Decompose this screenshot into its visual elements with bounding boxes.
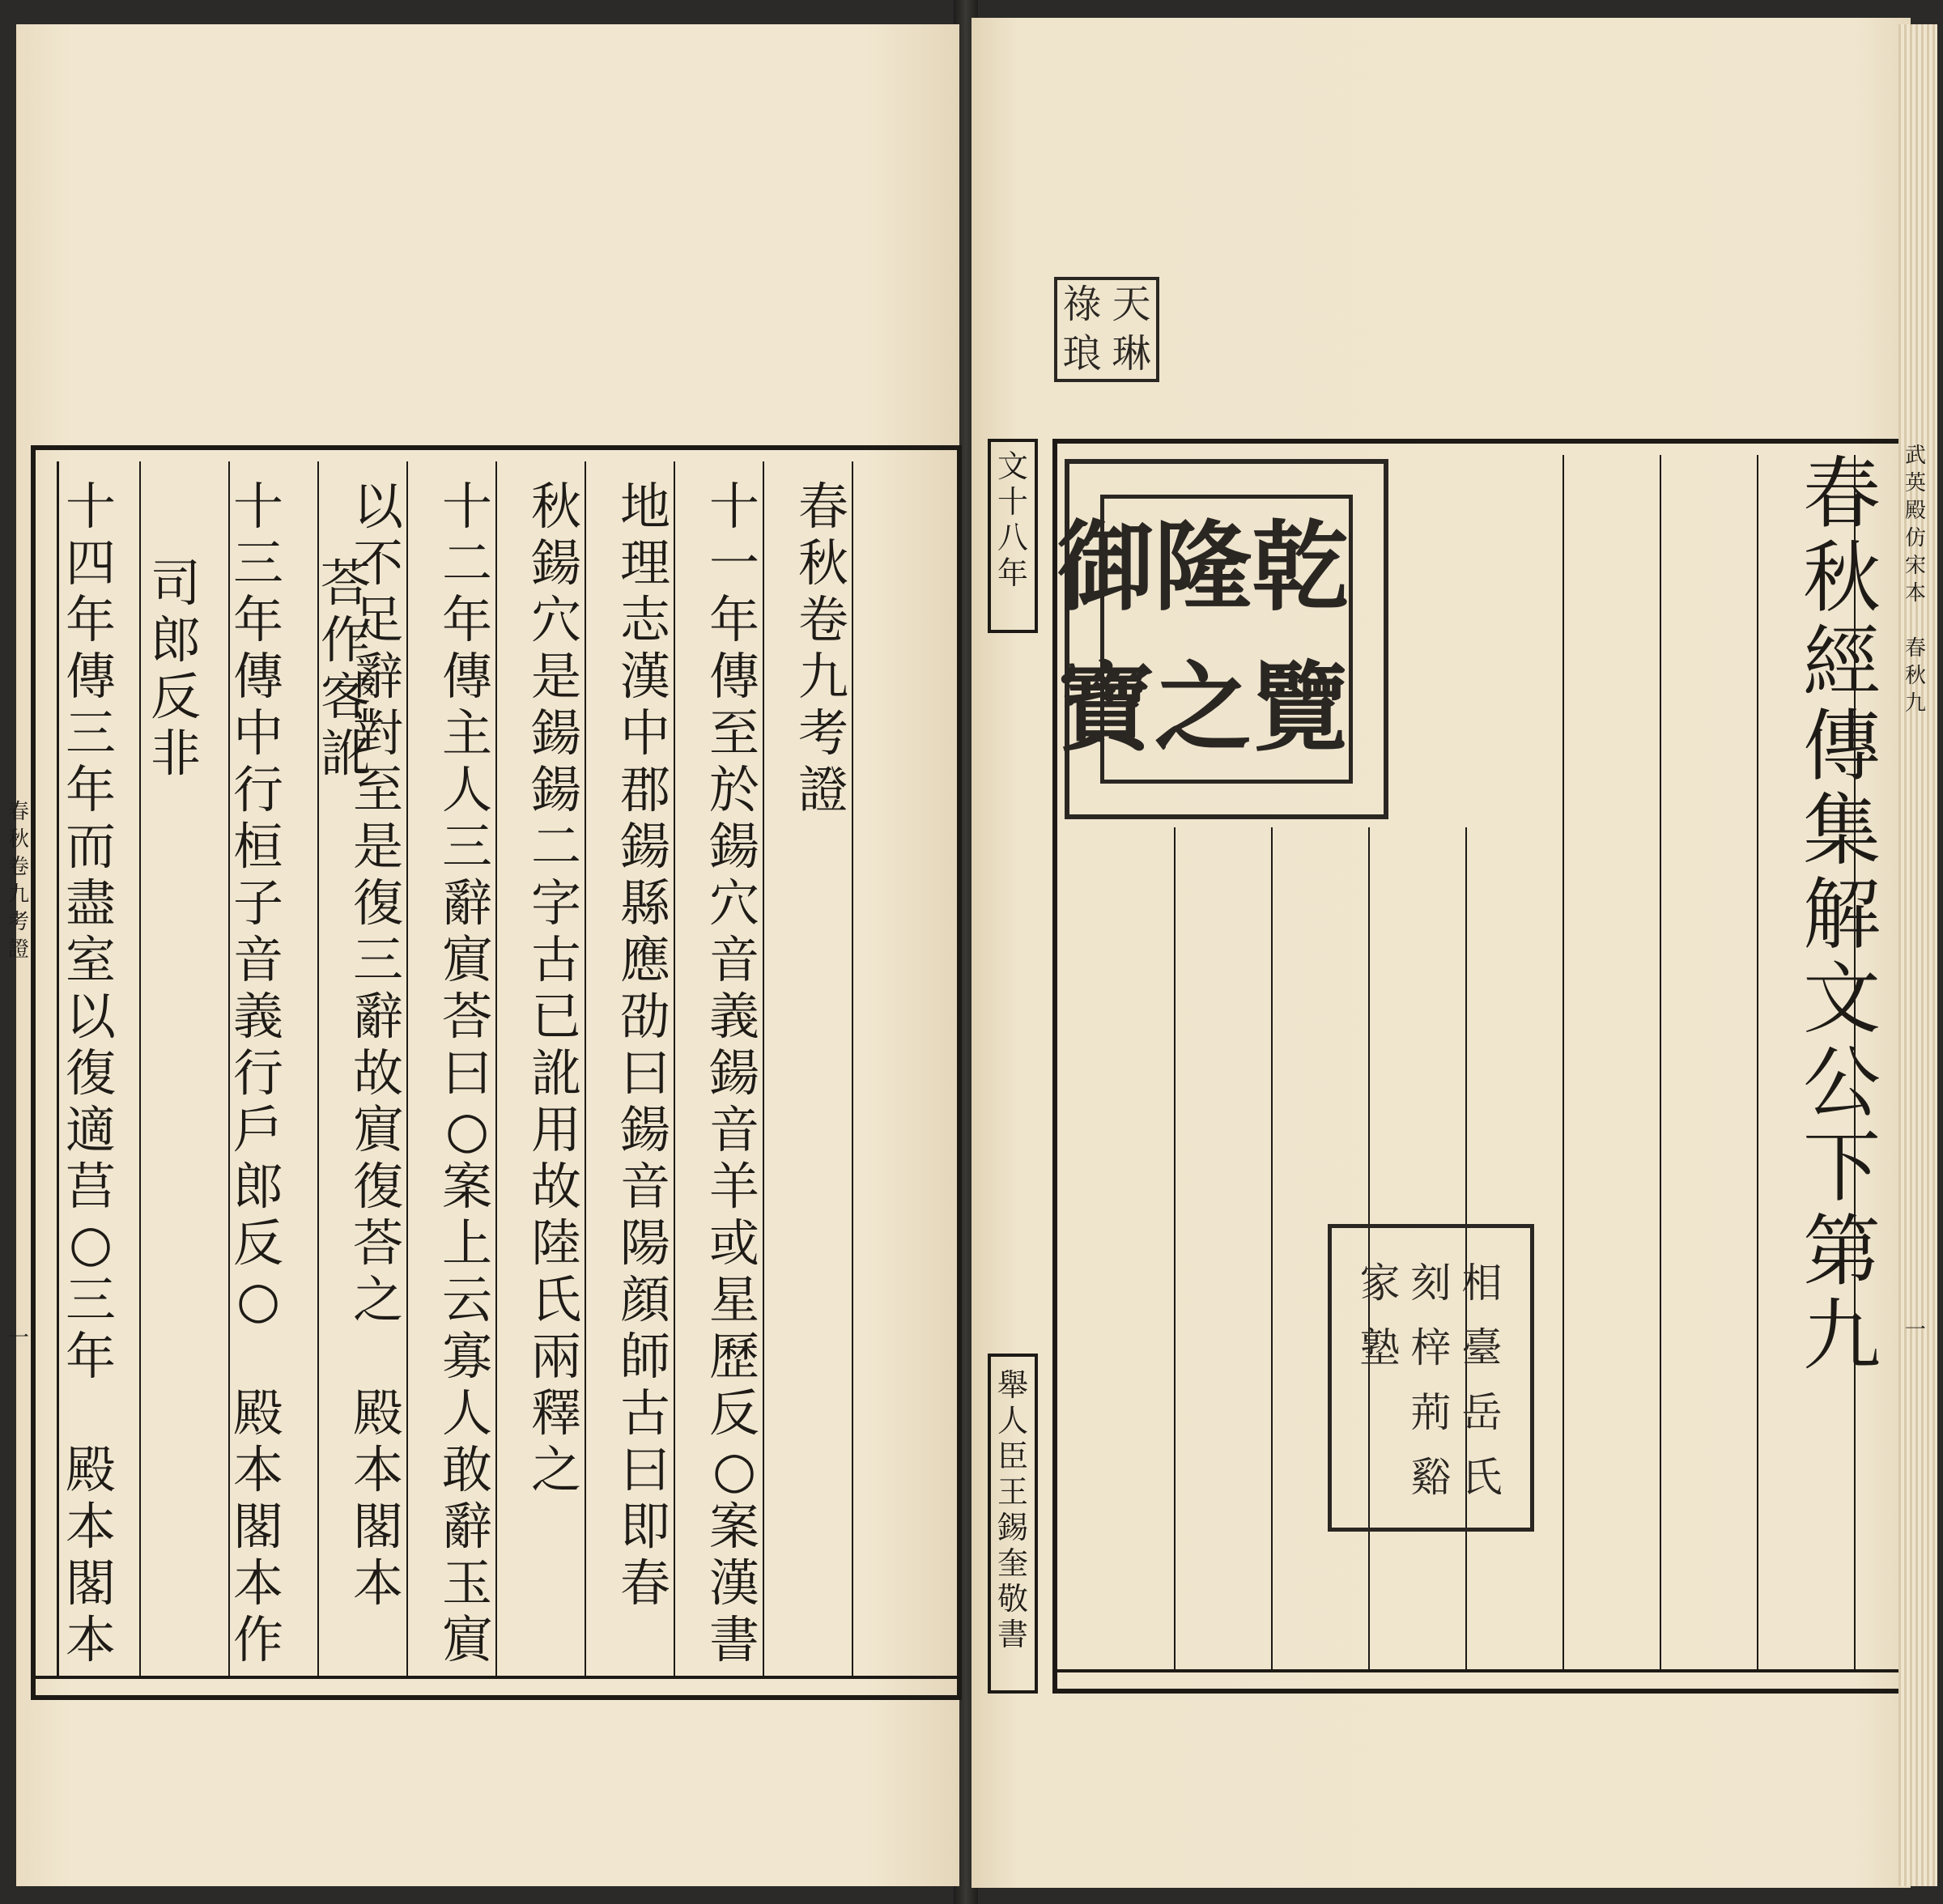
copyist-line: 舉 人 臣 王 錫 奎 敬 書 — [997, 1367, 1028, 1652]
left-text-column-1: 春 秋 卷 九 考 證 — [797, 477, 848, 819]
left-page — [7, 24, 959, 1886]
left-margin-label: 春 秋 卷 九 考 證 — [7, 800, 29, 962]
left-text-column-6: 以 不 足 辭 對 至 是 復 三 辭 故 賔 復 荅 之 殿 本 閣 本 — [352, 477, 403, 1613]
left-text-column-9: 司 郎 反 非 — [150, 554, 201, 783]
left-text-column-7: 荅 作 客 訛 — [320, 554, 371, 783]
left-text-column-4: 秋 鍚 穴 是 鍚 鍚 二 字 古 已 訛 用 故 陸 氏 兩 釋 之 — [530, 477, 581, 1499]
left-text-column-10: 十 四 年 傳 三 年 而 盡 室 以 復 適 莒 ○ 三 年 殿 本 閣 本 — [65, 477, 116, 1669]
left-text-column-8: 十 三 年 傳 中 行 桓 子 音 義 行 戶 郎 反 ○ 殿 本 閣 本 作 — [232, 477, 283, 1669]
edge-number: 一 — [1904, 1318, 1926, 1342]
left-margin-number: 一 — [7, 1326, 29, 1350]
book-title: 春 秋 經 傳 集 解 文 公 下 第 九 — [1803, 448, 1881, 1381]
right-inner-rule — [1052, 1669, 1911, 1672]
lower-seal: 相 臺 岳 氏 刻 梓 荊 谿 家 塾 — [1328, 1224, 1534, 1532]
left-margin-rule — [57, 461, 59, 1676]
small-seal: 天 祿 琳 琅 — [1054, 277, 1159, 382]
left-text-column-5: 十 二 年 傳 主 人 三 辭 賔 荅 曰 ○ 案 上 云 寡 人 敢 辭 玉 賔 — [441, 477, 492, 1669]
right-page — [972, 18, 1911, 1888]
left-text-column-2: 十 一 年 傳 至 於 鍚 穴 音 義 鍚 音 羊 或 星 歷 反 ○ 案 漢 書 — [708, 477, 759, 1669]
large-seal: 乾 隆 御 覽 之 寶 — [1065, 459, 1388, 819]
year-label: 文 十 八 年 — [997, 448, 1028, 591]
page-edge-stack — [1898, 24, 1937, 1886]
left-text-column-3: 地 理 志 漢 中 郡 鍚 縣 應 劭 曰 鍚 音 陽 顔 師 古 曰 即 春 — [619, 477, 670, 1613]
left-inner-rule — [31, 1676, 962, 1679]
edge-label: 武 英 殿 仿 宋 本 春 秋 九 — [1904, 444, 1926, 716]
